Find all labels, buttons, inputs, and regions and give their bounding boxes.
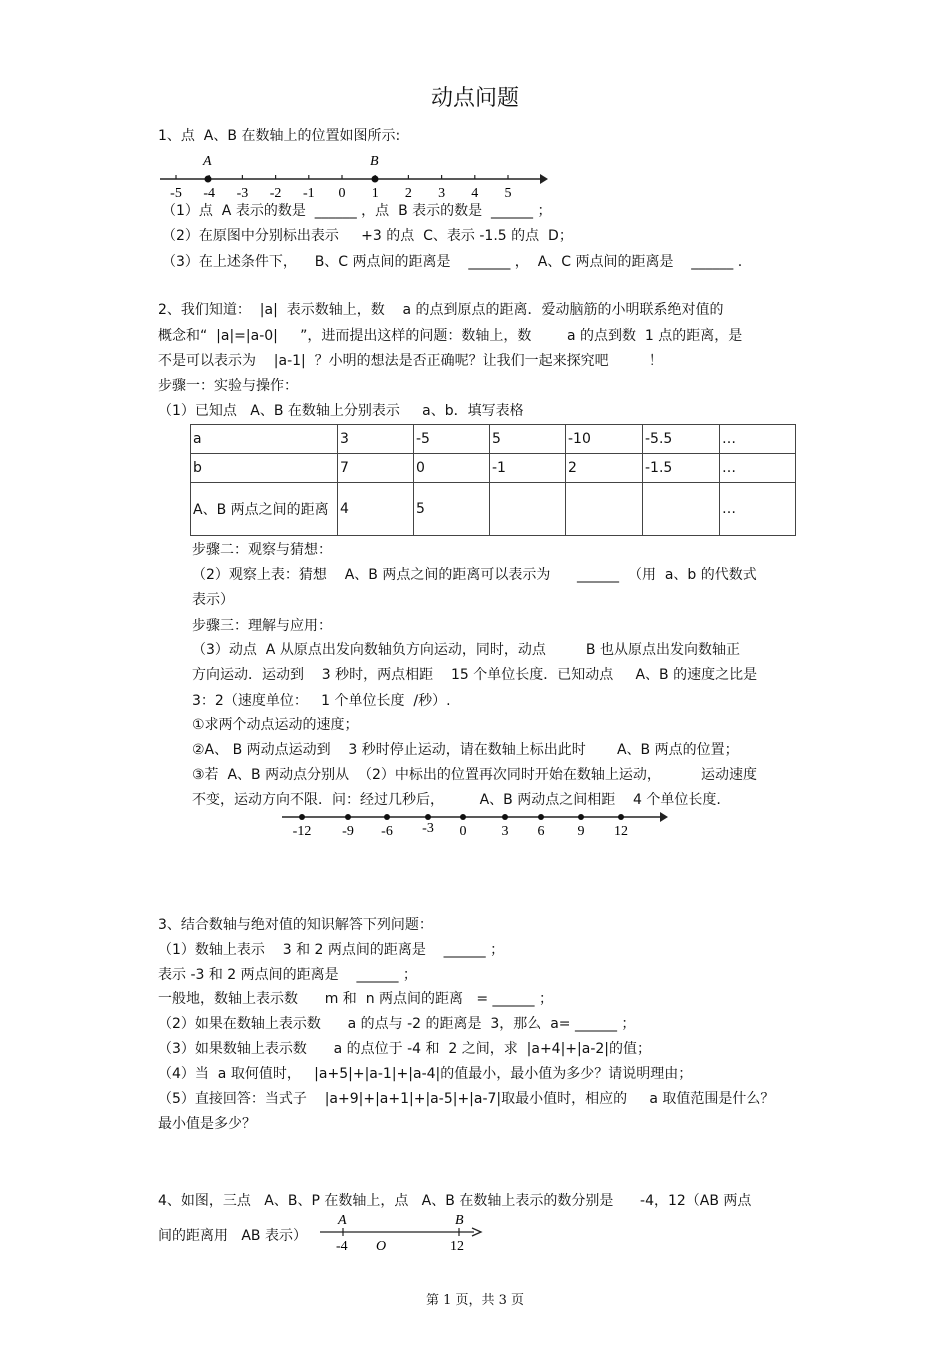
q2-tick-label: 0: [459, 824, 467, 839]
q2-part3-cont2: 3：2（速度单位： 1 个单位长度 /秒）.: [192, 693, 451, 709]
q2-line1: 2、我们知道： |a| 表示数轴上，数 a 的点到原点的距离．爱动脑筋的小明联系绝对值的: [158, 302, 724, 318]
q1-stem: 1、点 A、B 在数轴上的位置如图所示:: [158, 128, 401, 144]
q2-tick-label: -3: [422, 821, 434, 836]
q4-tick-label: 12: [450, 1239, 464, 1254]
cell: 5: [490, 425, 566, 454]
q4-tick-label: -4: [336, 1239, 348, 1254]
q3-part1: （1）数轴上表示 3 和 2 两点间的距离是 ______ ；: [158, 942, 505, 958]
cell: 0: [414, 454, 490, 483]
q2-part2: （2）观察上表：猜想 A、B 两点之间的距离可以表示为 ______ （用 a、b 的代数式: [192, 567, 757, 583]
cell: …: [720, 425, 796, 454]
q3-part5: （5）直接回答：当式子 |a+9|+|a+1|+|a-5|+|a-7|取最小值时，相应的 a 取值范围是什么？: [158, 1091, 775, 1107]
q2-sub1: ①求两个动点运动的速度；: [192, 717, 359, 733]
q1-tick-label: 3: [438, 186, 446, 201]
q2-tick-label: 6: [537, 824, 545, 839]
q2-tick-label: 3: [501, 824, 509, 839]
q2-step2: 步骤二：观察与猜想：: [192, 542, 332, 558]
q2-sub3-cont: 不变，运动方向不限．问：经过几秒后， A、B 两动点之间相距 4 个单位长度.: [192, 792, 721, 808]
q2-tick-label: -12: [292, 824, 312, 839]
q2-part2-cont: 表示）: [192, 592, 234, 608]
q3-stem: 3、结合数轴与绝对值的知识解答下列问题：: [158, 917, 433, 933]
cell: 7: [338, 454, 414, 483]
q4-label-b: B: [455, 1213, 464, 1228]
q1-tick-label: -1: [302, 186, 315, 201]
cell: …: [720, 483, 796, 536]
q3-part1-b: 表示 -3 和 2 两点间的距离是 ______ ；: [158, 967, 417, 983]
q4-stem-cont: 间的距离用 AB 表示）: [158, 1228, 307, 1244]
q2-sub2: ②A、 B 两动点运动到 3 秒时停止运动，请在数轴上标出此时 A、B 两点的位置；: [192, 742, 739, 758]
q4-stem: 4、如图，三点 A、B、P 在数轴上，点 A、B 在数轴上表示的数分别是 -4，12（AB 两点: [158, 1193, 752, 1209]
q2-step3: 步骤三：理解与应用：: [192, 618, 332, 634]
q2-tick-label: -9: [342, 824, 354, 839]
q2-step1: 步骤一：实验与操作：: [158, 378, 298, 394]
q2-tick-label: -6: [381, 824, 393, 839]
q1-tick-label: 5: [504, 186, 512, 201]
q2-part3-cont1: 方向运动．运动到 3 秒时，两点相距 15 个单位长度．已知动点 A、B 的速度之比是: [192, 667, 758, 683]
q2-tick-label: 9: [577, 824, 585, 839]
q1-tick-label: 0: [338, 186, 346, 201]
q1-tick-label: 1: [371, 186, 379, 201]
q1-label-b: B: [370, 154, 379, 169]
page-title: 动点问题: [430, 86, 519, 111]
cell: A、B 两点之间的距离: [191, 483, 338, 536]
q2-line3: 不是可以表示为 |a-1| ？小明的想法是否正确呢？让我们一起来探究吧 ！: [158, 353, 663, 369]
q2-sub3: ③若 A、B 两动点分别从 （2）中标出的位置再次同时开始在数轴上运动， 运动速度: [192, 767, 757, 783]
cell: b: [191, 454, 338, 483]
q1-tick-label: 4: [471, 186, 479, 201]
q3-part3: （3）如果数轴上表示数 a 的点位于 -4 和 2 之间，求 |a+4|+|a-2|的值；: [158, 1041, 652, 1057]
cell: -5.5: [643, 425, 720, 454]
page-footer: 第 1 页，共 3 页: [425, 1293, 525, 1308]
q3-part2: （2）如果在数轴上表示数 a 的点与 -2 的距离是 3，那么 a= ______ ；: [158, 1016, 636, 1032]
cell: 2: [566, 454, 643, 483]
cell: -1: [490, 454, 566, 483]
q1-label-a: A: [203, 154, 212, 169]
q2-part1: （1）已知点 A、B 在数轴上分别表示 a、b．填写表格: [158, 403, 524, 419]
q1-part2: （2）在原图中分别标出表示 +3 的点 C、表示 -1.5 的点 D；: [162, 228, 573, 244]
cell: 3: [338, 425, 414, 454]
q1-tick-label: -4: [203, 186, 216, 201]
cell: …: [720, 454, 796, 483]
cell: a: [191, 425, 338, 454]
q1-tick-label: -2: [269, 186, 282, 201]
cell: -10: [566, 425, 643, 454]
q1-tick-label: -3: [236, 186, 249, 201]
q1-tick-label: -5: [170, 186, 182, 201]
q2-part3: （3）动点 A 从原点出发向数轴负方向运动，同时，动点 B 也从原点出发向数轴正: [192, 642, 740, 658]
cell: -1.5: [643, 454, 720, 483]
cell: -5: [414, 425, 490, 454]
q4-label-a: A: [338, 1213, 347, 1228]
q2-line2: 概念和“ |a|=|a-0| ”，进而提出这样的问题：数轴上，数 a 的点到数 1 点的距离，是: [158, 328, 743, 344]
q4-origin-label: O: [376, 1239, 387, 1254]
q2-tick-label: 12: [614, 824, 628, 839]
cell: 4: [338, 483, 414, 536]
q1-part1: （1）点 A 表示的数是 ______ ，点 B 表示的数是 ______ ；: [162, 203, 552, 219]
q3-part5-cont: 最小值是多少？: [158, 1116, 256, 1132]
q1-part3: （3）在上述条件下， B、C 两点间的距离是 ______ ， A、C 两点间的距离是 ______ .: [162, 254, 743, 270]
q1-tick-label: 2: [404, 186, 412, 201]
q3-part4: （4）当 a 取何值时， |a+5|+|a-1|+|a-4|的值最小，最小值为多少？请说明理由；: [158, 1066, 693, 1082]
cell: 5: [414, 483, 490, 536]
q3-part1-c: 一般地，数轴上表示数 m 和 n 两点间的距离 = ______ ；: [158, 991, 553, 1007]
